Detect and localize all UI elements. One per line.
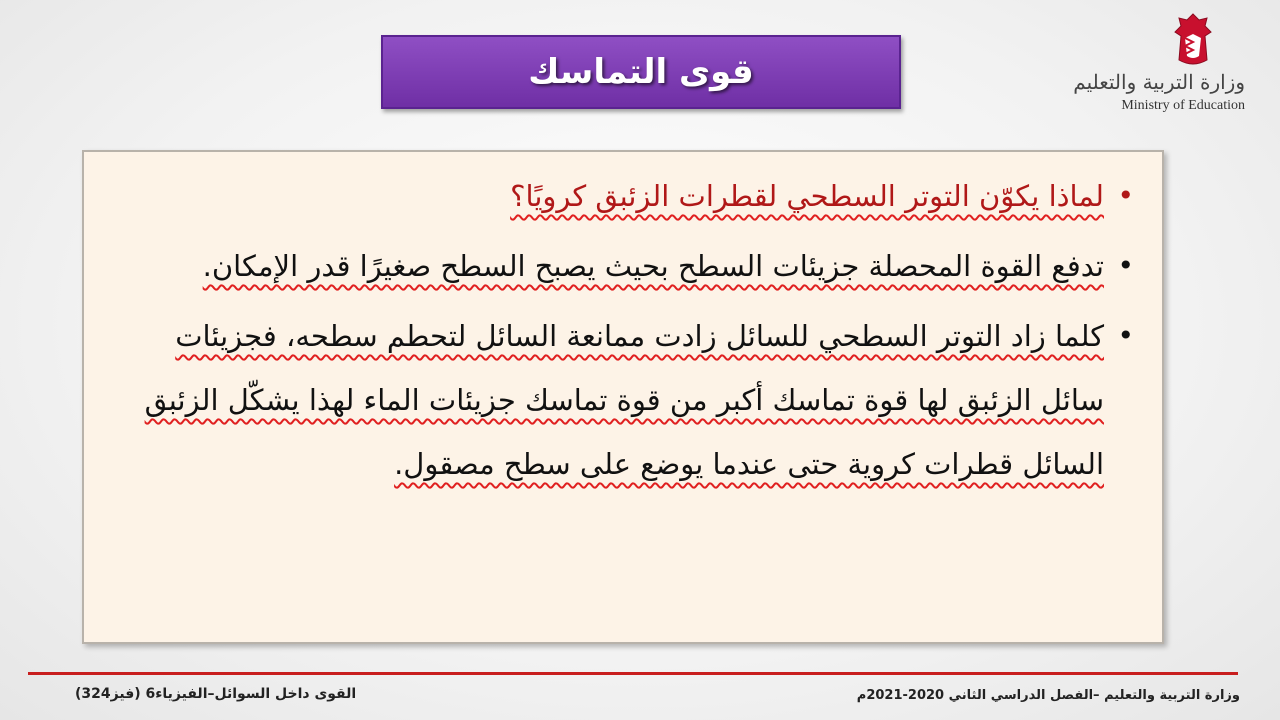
footer-ministry-semester: وزارة التربية والتعليم –الفصل الدراسي الثاني 2020-2021م — [856, 688, 1240, 703]
bullet-list — [103, 164, 1138, 496]
footer-course: القوى داخل السوائل–الفيزياء6 (فيز324) — [75, 686, 357, 702]
ministry-name-english: Ministry of Education — [1121, 98, 1245, 113]
slide-title: قوى التماسك — [528, 52, 754, 92]
bullet-text: تدفع القوة المحصلة جزيئات السطح بحيث يصبح السطح صغيرًا قدر الإمكان. — [202, 249, 1104, 283]
footer-divider — [28, 672, 1238, 675]
bahrain-emblem-icon — [1163, 10, 1223, 70]
bullet-explanation — [103, 304, 1138, 496]
content-box — [82, 150, 1164, 644]
ministry-logo — [1040, 10, 1245, 120]
bullet-text: لماذا يكوّن التوتر السطحي لقطرات الزئبق كرويًا؟ — [510, 179, 1104, 213]
ministry-name-arabic: وزارة التربية والتعليم — [1073, 70, 1245, 94]
bullet-answer — [103, 234, 1138, 298]
slide-title-box — [381, 35, 901, 109]
bullet-question — [103, 164, 1138, 228]
bullet-text: كلما زاد التوتر السطحي للسائل زادت ممانعة السائل لتحطم سطحه، فجزيئات سائل الزئبق لها قوة تماسك أكبر من قوة تماسك جزيئات الماء لهذا يشكّل الزئبق السائل قطرات كروية حتى عندما يوضع على سطح مصقول. — [144, 319, 1104, 481]
